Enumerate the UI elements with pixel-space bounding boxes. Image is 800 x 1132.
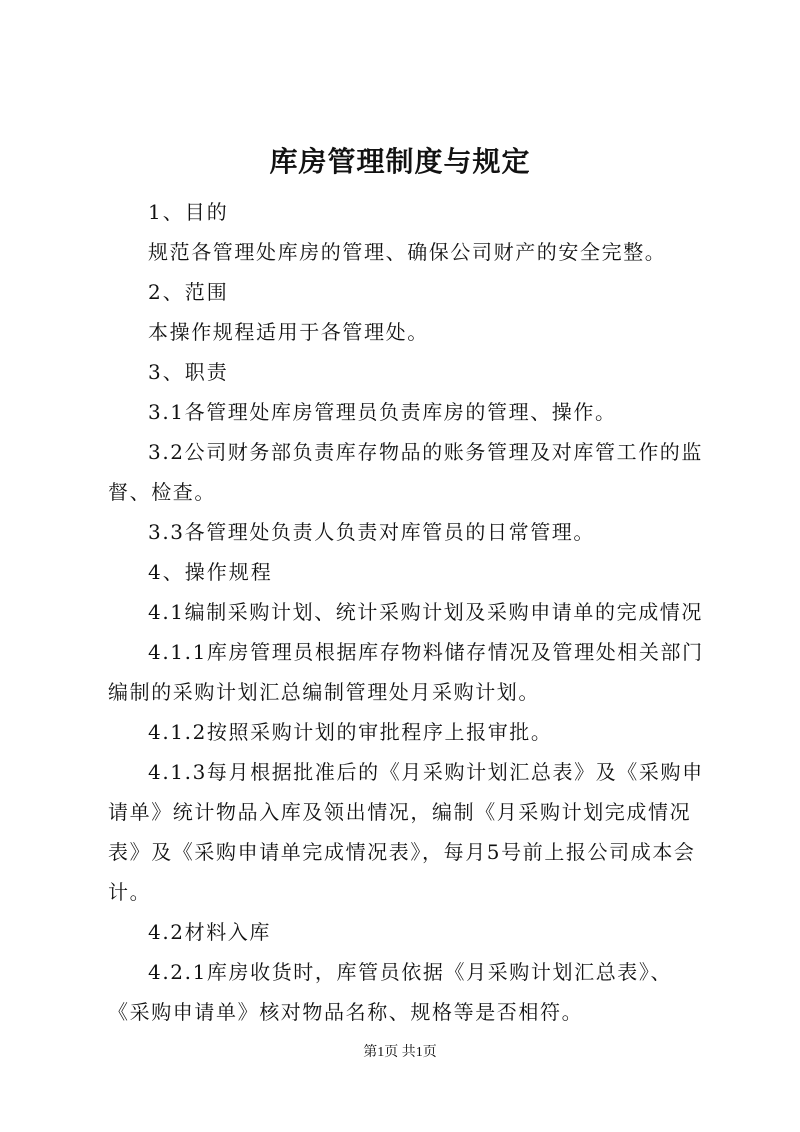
paragraph-scope: 本操作规程适用于各管理处。 [148,320,429,344]
document-title: 库房管理制度与规定 [269,145,531,178]
paragraph-duty-3-3: 3.3各管理处负责人负责对库管员的日常管理。 [148,520,596,544]
paragraph-procedure-4-2: 4.2材料入库 [148,920,272,944]
section-heading-procedures: 4、操作规程 [148,560,273,584]
paragraph-procedure-4-2-1: 4.2.1库房收货时，库管员依据《月采购计划汇总表》、《采购申请单》核对物品名称、规格等是否相符。 [108,960,673,1024]
paragraph-duty-3-2: 3.2公司财务部负责库存物品的账务管理及对库管工作的监督、检查。 [108,440,704,504]
paragraph-procedure-4-1-3: 4.1.3每月根据批准后的《月采购计划汇总表》及《采购申请单》统计物品入库及领出情况，编制《月采购计划完成情况表》及《采购申请单完成情况表》，每月5号前上报公司成本会计。 [108,760,704,904]
paragraph-duty-3-1: 3.1各管理处库房管理员负责库房的管理、操作。 [148,400,617,424]
section-heading-duties: 3、职责 [148,360,229,384]
document-body [108,192,704,1032]
paragraph-procedure-4-1: 4.1编制采购计划、统计采购计划及采购申请单的完成情况 [148,600,704,624]
paragraph-purpose: 规范各管理处库房的管理、确保公司财产的安全完整。 [148,240,667,264]
section-heading-scope: 2、范围 [148,280,229,304]
paragraph-procedure-4-1-2: 4.1.2按照采购计划的审批程序上报审批。 [148,720,553,744]
paragraph-procedure-4-1-1: 4.1.1库房管理员根据库存物料储存情况及管理处相关部门编制的采购计划汇总编制管理处月采购计划。 [108,640,704,704]
section-heading-purpose: 1、目的 [148,200,229,224]
page-number-footer: 第1页 共1页 [363,1045,437,1060]
